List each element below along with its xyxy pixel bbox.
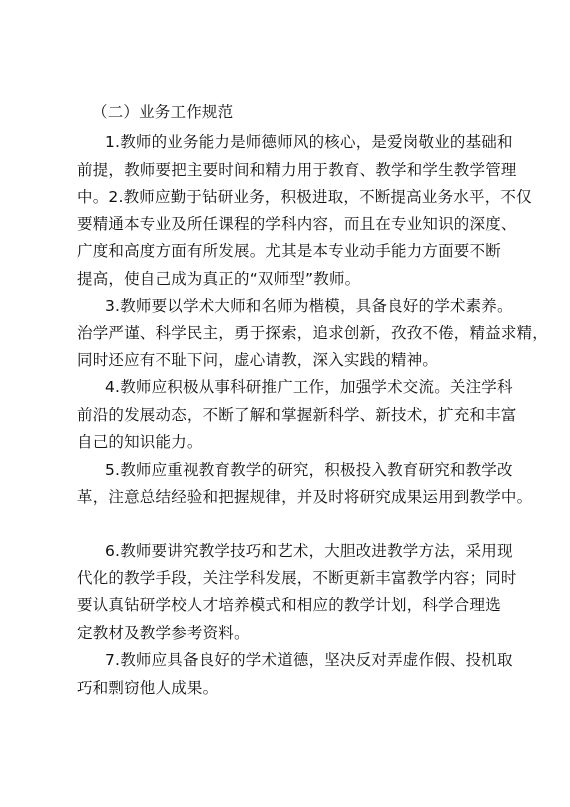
paragraph-line: 1.教师的业务能力是师德师风的核心，是爱岗敬业的基础和 xyxy=(105,133,513,151)
paragraph-line: 同时还应有不耻下问，虚心请教，深入实践的精神。 xyxy=(77,351,439,369)
section-heading: （二）业务工作规范 xyxy=(92,103,234,121)
paragraph-line: 前沿的发展动态，不断了解和掌握新科学、新技术，扩充和丰富 xyxy=(77,406,517,424)
paragraph-line: 定教材及教学参考资料。 xyxy=(77,624,250,642)
paragraph-line: 治学严谨、科学民主，勇于探索，追求创新，孜孜不倦，精益求精， xyxy=(77,324,549,342)
paragraph-line: 6.教师要讲究教学技巧和艺术，大胆改进教学方法，采用现 xyxy=(105,542,513,560)
paragraph-line: 自己的知识能力。 xyxy=(77,433,203,451)
paragraph-line: 5.教师应重视教育教学的研究，积极投入教育研究和教学改 xyxy=(105,461,513,479)
paragraph-line: 4.教师应积极从事科研推广工作，加强学术交流。关注学科 xyxy=(105,378,513,396)
paragraph-line: 要精通本专业及所任课程的学科内容，而且在专业知识的深度、 xyxy=(77,215,517,233)
paragraph-line: 巧和剽窃他人成果。 xyxy=(77,679,219,697)
paragraph-line: 革，注意总结经验和把握规律，并及时将研究成果运用到教学中。 xyxy=(77,488,533,506)
paragraph-line: 前提，教师要把主要时间和精力用于教育、教学和学生教学管理 xyxy=(77,161,517,179)
paragraph-line: 提高，使自己成为真正的“双师型”教师。 xyxy=(77,270,361,288)
paragraph-line: 中。2.教师应勤于钻研业务，积极进取，不断提高业务水平，不仅 xyxy=(77,188,532,206)
paragraph-line: 广度和高度方面有所发展。尤其是本专业动手能力方面要不断 xyxy=(77,242,501,260)
paragraph-line: 要认真钻研学校人才培养模式和相应的教学计划，科学合理选 xyxy=(77,596,501,614)
paragraph-line: 7.教师应具备良好的学术道德，坚决反对弄虚作假、投机取 xyxy=(105,651,513,669)
paragraph-line: 代化的教学手段，关注学科发展，不断更新丰富教学内容；同时 xyxy=(77,569,517,587)
paragraph-line: 3.教师要以学术大师和名师为楷模，具备良好的学术素养。 xyxy=(105,297,513,315)
